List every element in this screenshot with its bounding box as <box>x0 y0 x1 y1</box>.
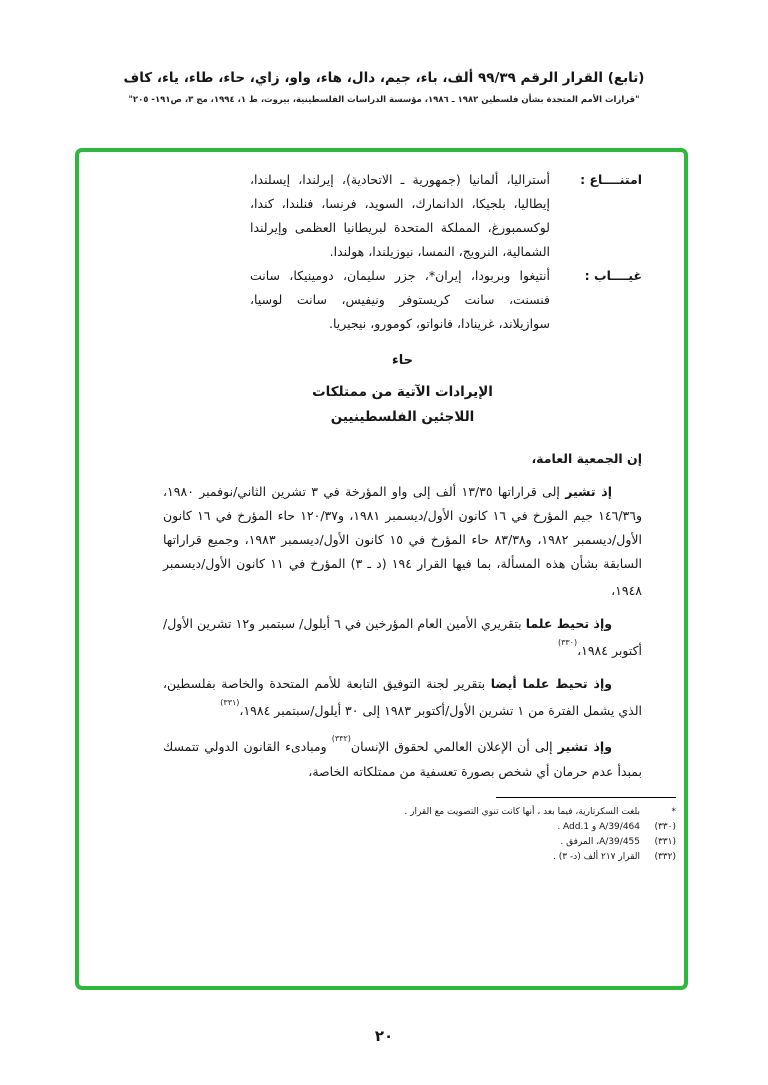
paragraph-text: بتقرير لجنة التوفيق التابعة للأمم المتحدة والخاصة بفلسطين، الذي يشمل الفترة من ١ تشرين الأول/أكتوبر ١٩٨٣ إلى ٣٠ أيلول/سبتمبر ١٩٨٤، <box>163 676 642 719</box>
preamble-paragraph-2 <box>163 612 642 663</box>
footnote-ref: (٣٣٠) <box>557 638 578 648</box>
paragraph-text: بتقريري الأمين العام المؤرخين في ٦ أيلول/ سبتمبر و١٢ تشرين الأول/أكتوبر ١٩٨٤، <box>163 616 642 659</box>
section-letter-heading: حاء <box>392 353 413 368</box>
paragraph-text: إلى أن الإعلان العالمي لحقوق الإنسان <box>350 739 553 755</box>
footnote-ref: (٣٣٢) <box>331 734 351 744</box>
abstain-label: امتنــــاع : <box>580 172 642 187</box>
page-number: ٢٠ <box>374 1027 394 1045</box>
footnote-marker: (٣٣٢) <box>654 851 676 862</box>
footnotes-section <box>133 797 676 865</box>
section-title-line1: الإيرادات الآتية من ممتلكات <box>312 384 493 400</box>
abstain-row <box>163 168 642 264</box>
footnote-marker: * <box>671 806 676 817</box>
paragraph-lead: وإذ تشير <box>557 739 612 755</box>
abstain-countries: أستراليا، ألمانيا (جمهورية ـ الاتحادية)، إيرلندا، إيسلندا، إيطاليا، بلجيكا، الدانمارك، السويد، فرنسا، فنلندا، كندا، لوكسمبورغ، المملكة المتحدة لبريطانيا العظمى وإيرلندا الشمالية، النرويج، النمسا، نيوزيلندا، هولندا. <box>250 172 550 259</box>
content-frame <box>75 148 688 990</box>
section-title-line2: اللاجئين الفلسطينيين <box>330 409 475 425</box>
preamble-paragraph-1 <box>163 480 642 603</box>
assembly-intro: إن الجمعية العامة، <box>531 451 642 466</box>
footnote-ref: (٣٣١) <box>220 698 240 708</box>
absent-countries: أنتيغوا وبربودا، إيران*، جزر سليمان، دومينيكا، سانت فنسنت، سانت كريستوفر ونيفيس، سانت لوسيا، سوازيلاند، غرينادا، فانواتو، كومورو، نيجيريا. <box>250 268 550 331</box>
footnote-item <box>133 820 676 835</box>
resolution-text <box>79 152 684 865</box>
footnote-text: بلغت السكرتارية، فيما بعد ، أنها كانت تنوي التصويت مع القرار . <box>404 806 640 817</box>
footnote-item <box>133 835 676 850</box>
paragraph-lead: إذ تشير <box>565 484 612 499</box>
paragraph-lead: وإذ تحيط علما أيضا <box>490 676 613 692</box>
footnote-text: A/39/464 و Add.1 . <box>557 821 640 832</box>
page-title: (تابع) القرار الرقم ٩٩/٣٩ ألف، باء، جيم، دال، هاء، واو، زاي، حاء، طاء، ياء، كاف <box>123 70 645 86</box>
paragraph-lead: وإذ تحيط علما <box>525 616 612 632</box>
footnote-text: A/39/455، المرفق . <box>560 836 640 847</box>
absent-row <box>163 264 642 336</box>
source-citation: "قرارات الأمم المتحدة بشأن فلسطين ١٩٨٢ ـ ١٩٨٦، مؤسسة الدراسات الفلسطينية، بيروت، ط ١، ١٩٩٤، مج ٣، ص١٩١- ٢٠٥" <box>128 95 640 105</box>
footnote-marker: (٣٣١) <box>654 836 676 847</box>
absent-label: غيــــاب : <box>584 268 642 283</box>
footnote-text: القرار ٢١٧ ألف (د- ٣) . <box>553 851 640 862</box>
footnote-item <box>133 805 676 820</box>
preamble-paragraph-4 <box>163 732 642 783</box>
document-header <box>0 70 768 105</box>
paragraph-text-cont: ومبادىء القانون الدولي تتمسك بمبدأ عدم حرمان أي شخص بصورة تعسفية من ممتلكاته الخاصة، <box>163 739 642 779</box>
footnote-item <box>133 850 676 865</box>
preamble-paragraph-3 <box>163 672 642 723</box>
paragraph-text: إلى قراراتها ١٣/٣٥ ألف إلى واو المؤرخة في ٣ تشرين الثاني/نوفمبر ١٩٨٠، و١٤٦/٣٦ جيم المؤرخ في ١٦ كانون الأول/ديسمبر ١٩٨١، و١٢٠/٣٧ حاء المؤرخ في ١٦ كانون الأول/ديسمبر ١٩٨٢، و٨٣/٣٨ حاء المؤرخ في ١٥ كانون الأول/ديسمبر ١٩٨٣، وجميع قراراتها السابقة بشأن هذه المسألة، بما فيها القرار ١٩٤ (د ـ ٣) المؤرخ في ١١ كانون الأول/ديسمبر ١٩٤٨، <box>163 484 642 599</box>
footnote-separator <box>496 797 676 798</box>
footnote-marker: (٣٣٠) <box>654 821 676 832</box>
